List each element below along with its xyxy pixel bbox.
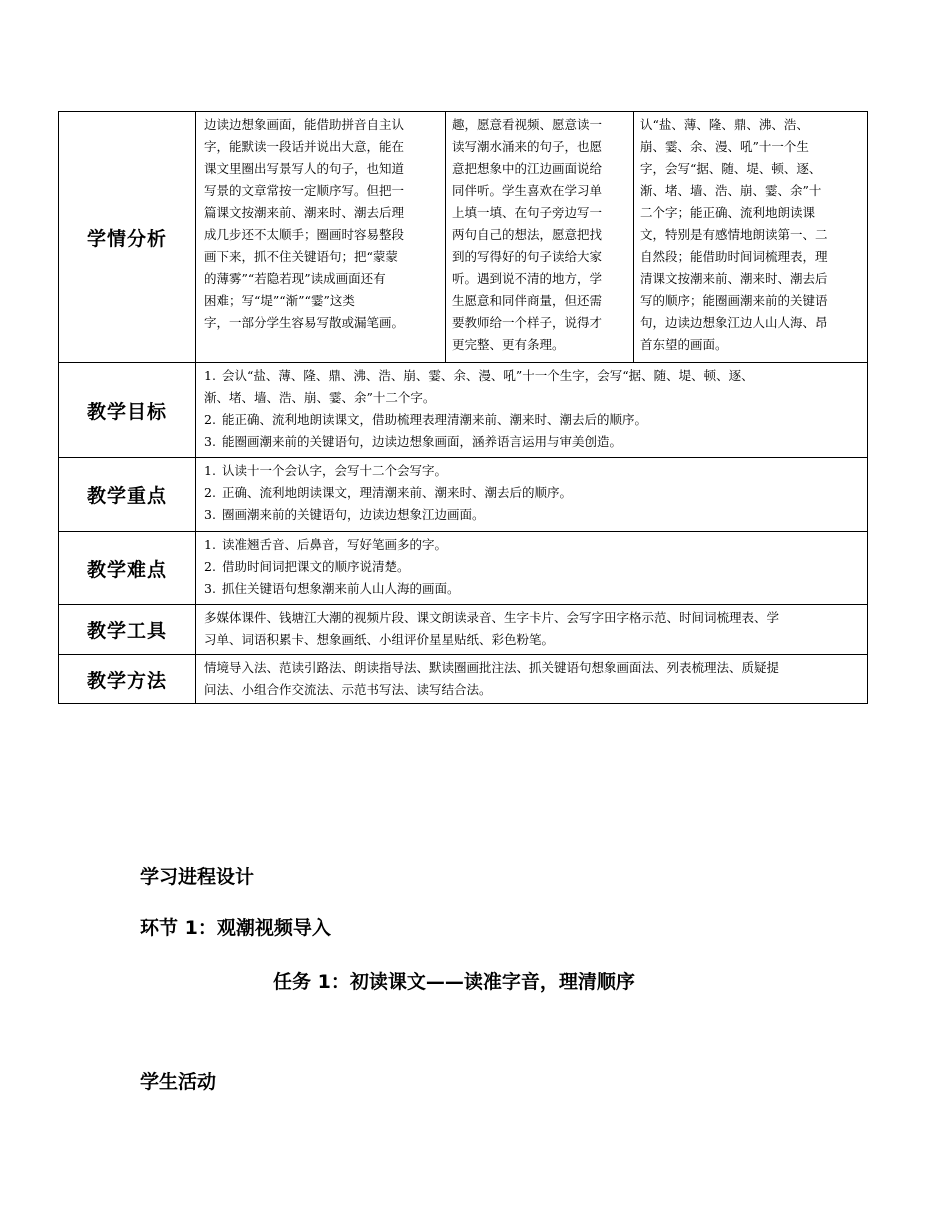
row-label: 教学难点 (59, 532, 196, 605)
list-item: 1. 读准翘舌音、后鼻音，写好笔画多的字。 (204, 537, 448, 552)
table-row-teaching-methods (59, 655, 868, 704)
list-item-continuation: 渐、堵、墙、浩、崩、霎、余”十二个字。 (204, 390, 436, 405)
list-item: 3. 抓住关键语句想象潮来前人山人海的画面。 (204, 581, 460, 596)
lesson-plan-table (58, 111, 868, 704)
teaching-methods-content: 情境导入法、范读引路法、朗读指导法、默读圈画批注法、抓关键语句想象画面法、列表梳理法、质疑提 问法、小组合作交流法、示范书写法、读写结合法。 (196, 655, 868, 704)
table-row-teaching-goals (59, 363, 868, 458)
step-title: 环节 1：观潮视频导入 (140, 917, 331, 939)
student-analysis-col-3: 认“盐、薄、隆、鼎、沸、浩、 崩、霎、余、漫、吼”十一个生 字，会写“据、随、堤、顿、逐、 渐、堵、墙、浩、崩、霎、余”十 二个字；能正确、流利地朗读课 文，特别是有感情地朗读第一、二 自然段；能借助时间词梳理表，理 清课文按潮来前、潮来时、潮去后 写的顺序；能圈画潮来前的关键语 句，边读边想象江边人山人海、昂 首东望的画面。 (634, 112, 868, 363)
table-row-difficulties (59, 532, 868, 605)
task-title: 任务 1：初读课文——读准字音，理清顺序 (273, 971, 635, 993)
table-row-key-points (59, 458, 868, 532)
row-label: 教学重点 (59, 458, 196, 532)
student-activity-title: 学生活动 (140, 1071, 217, 1093)
list-item: 2. 能正确、流利地朗读课文，借助梳理表理清潮来前、潮来时、潮去后的顺序。 (204, 412, 648, 427)
row-label: 教学方法 (59, 655, 196, 704)
list-item: 3. 能圈画潮来前的关键语句，边读边想象画面，涵养语言运用与审美创造。 (204, 434, 623, 449)
teaching-goals-content (196, 363, 868, 458)
list-item: 2. 正确、流利地朗读课文，理清潮来前、潮来时、潮去后的顺序。 (204, 485, 573, 500)
list-item: 2. 借助时间词把课文的顺序说清楚。 (204, 559, 410, 574)
list-item: 1. 认读十一个会认字，会写十二个会写字。 (204, 463, 448, 478)
student-analysis-col-1: 边读边想象画面，能借助拼音自主认 字，能默读一段话并说出大意，能在 课文里圈出写景写人的句子，也知道 写景的文章常按一定顺序写。但把一 篇课文按潮来前、潮来时、潮去后理 成几步还不太顺手；圈画时容易整段 画下来，抓不住关键语句；把“蒙蒙 的薄雾”“若隐若现”读成画面还有 困难；写“堤”“渐”“霎”这类 字，一部分学生容易写散或漏笔画。 (196, 112, 446, 363)
row-label: 教学目标 (59, 363, 196, 458)
row-label: 教学工具 (59, 605, 196, 655)
list-item: 1. 会认“盐、薄、隆、鼎、沸、浩、崩、霎、余、漫、吼”十一个生字，会写“据、随、堤、顿、逐、 (204, 368, 754, 383)
list-item: 3. 圈画潮来前的关键语句，边读边想象江边画面。 (204, 507, 485, 522)
row-label: 学情分析 (59, 112, 196, 363)
design-section-title: 学习进程设计 (140, 866, 255, 888)
table-row-teaching-tools (59, 605, 868, 655)
table-row-student-analysis (59, 112, 868, 363)
key-points-content (196, 458, 868, 532)
teaching-tools-content: 多媒体课件、钱塘江大潮的视频片段、课文朗读录音、生字卡片、会写字田字格示范、时间词梳理表、学 习单、词语积累卡、想象画纸、小组评价星星贴纸、彩色粉笔。 (196, 605, 868, 655)
difficulties-content (196, 532, 868, 605)
student-analysis-col-2: 趣，愿意看视频、愿意读一 读写潮水涌来的句子，也愿 意把想象中的江边画面说给 同伴听。学生喜欢在学习单 上填一填、在句子旁边写一 两句自己的想法，愿意把找 到的写得好的句子读给大家 听。遇到说不清的地方，学 生愿意和同伴商量，但还需 要教师给一个样子，说得才 更完整、更有条理。 (446, 112, 634, 363)
